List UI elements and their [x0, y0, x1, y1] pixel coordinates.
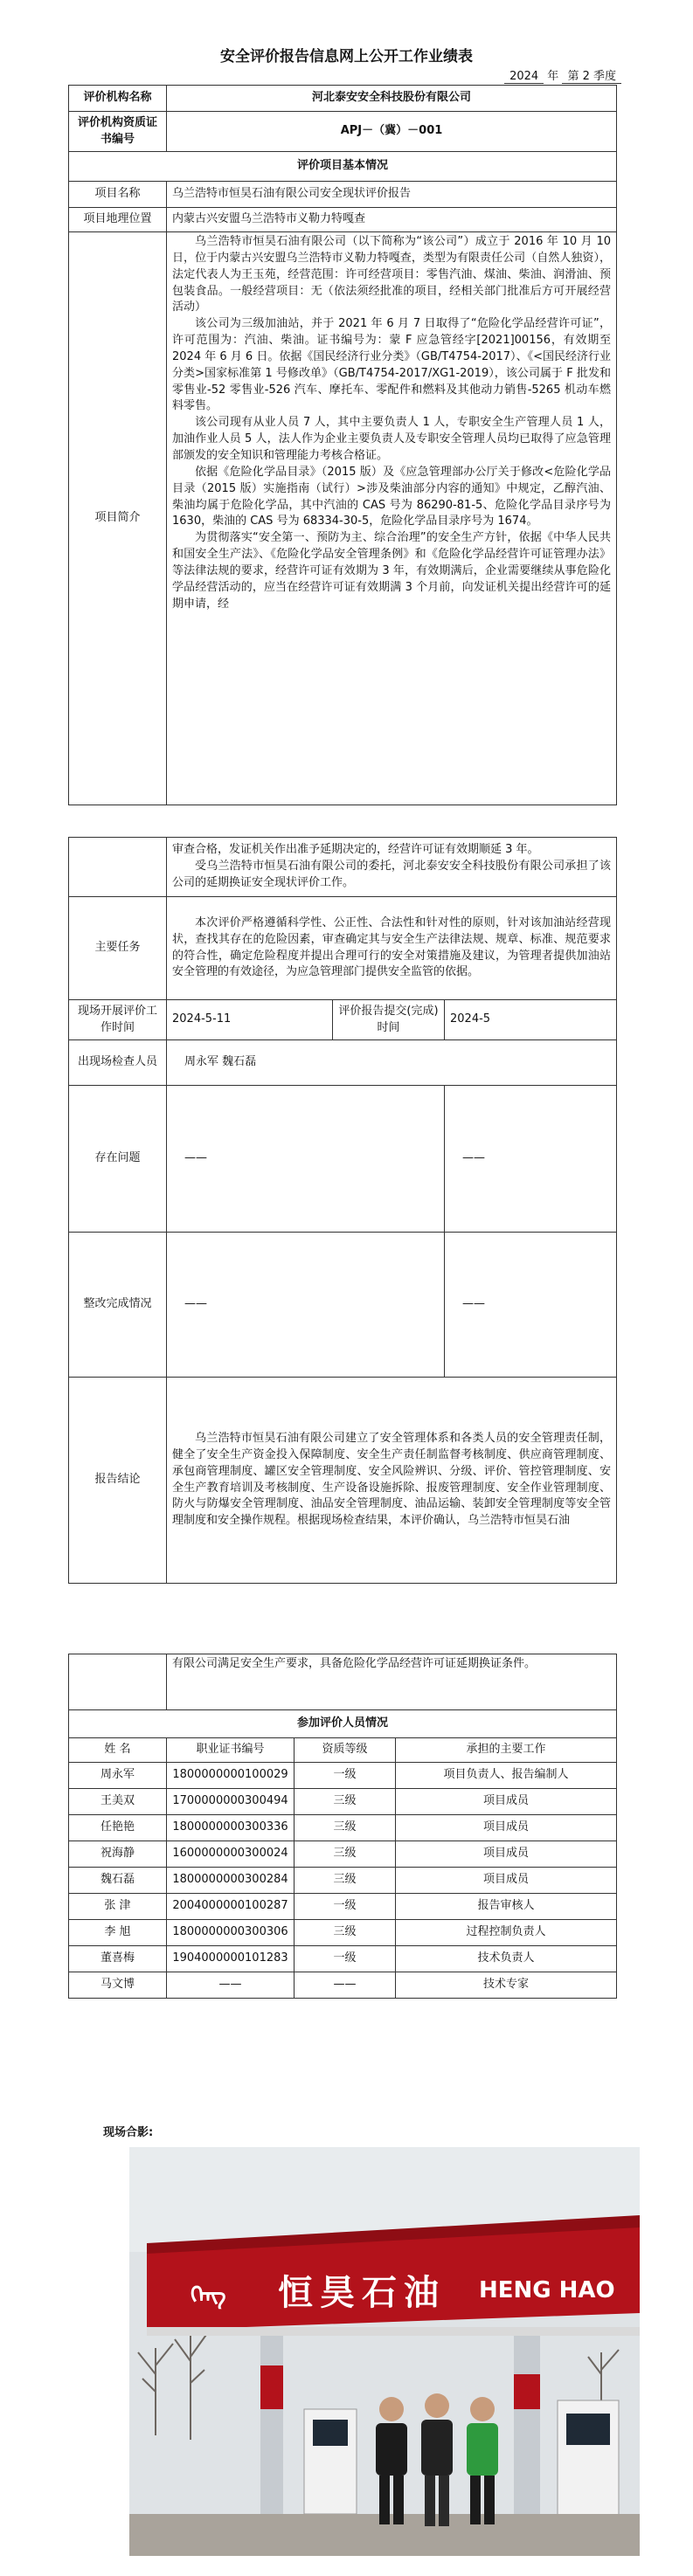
staff-table	[68, 1654, 617, 1999]
staff-name: 董喜梅	[69, 1946, 167, 1972]
staff-cert: 1800000000300284	[167, 1868, 295, 1894]
staff-cert: 1800000000300336	[167, 1815, 295, 1841]
conclusion-continuation: 有限公司满足安全生产要求，具备危险化学品经营许可证延期换证条件。	[167, 1654, 617, 1710]
staff-name: 周永军	[69, 1763, 167, 1789]
staff-rows	[69, 1763, 617, 1999]
onsite-time: 2024-5-11	[167, 1000, 333, 1040]
staff-level: 三级	[295, 1868, 396, 1894]
staff-level: 一级	[295, 1763, 396, 1789]
rectify-right: ——	[445, 1233, 617, 1378]
staff-cert: 1800000000300306	[167, 1920, 295, 1946]
staff-duty: 项目成员	[396, 1868, 617, 1894]
staff-level: 三级	[295, 1789, 396, 1815]
staff-header: 参加评价人员情况	[69, 1710, 617, 1738]
staff-row	[69, 1868, 617, 1894]
report-conclusion	[167, 1378, 617, 1584]
year-label: 年	[547, 70, 559, 83]
info-table-part2	[68, 837, 617, 1584]
staff-cert: 1904000000101283	[167, 1946, 295, 1972]
project-location: 内蒙古兴安盟乌兰浩特市义勒力特嘎查	[167, 208, 617, 232]
staff-level: 一级	[295, 1946, 396, 1972]
conclusion-text: 乌兰浩特市恒昊石油有限公司建立了安全管理体系和各类人员的安全管理责任制，健全了安全生产资金投入保障制度、安全生产责任制监督考核制度、供应商管理制度、承包商管理制度、罐区安全管理制度、安全风险辨识、分级、评价、管控管理制度、安全生产教育培训及考核制度、生产设备设施拆除、报废管理制度、安全作业管理制度、防火与防爆安全管理制度、油品安全管理制度、油品运输、装卸安全管理制度等安全管理制度和安全操作规程。根据现场检查结果，本评价确认，乌兰浩特市恒昊石油	[172, 1431, 611, 1528]
staff-name: 祝海静	[69, 1841, 167, 1868]
summary-continuation-text: 受乌兰浩特市恒昊石油有限公司的委托，河北泰安安全科技股份有限公司承担了该公司的延期换证安全现状评价工作。	[172, 860, 611, 889]
staff-name: 王美双	[69, 1789, 167, 1815]
staff-row	[69, 1841, 617, 1868]
info-table-part1	[68, 85, 617, 805]
staff-cert: 2004000000100287	[167, 1894, 295, 1920]
staff-row	[69, 1763, 617, 1789]
summary-label: 项目简介	[69, 232, 167, 805]
staff-row	[69, 1920, 617, 1946]
staff-row	[69, 1815, 617, 1841]
location-label: 项目地理位置	[69, 208, 167, 232]
rectify-label: 整改完成情况	[69, 1233, 167, 1378]
summary-continuation	[167, 838, 617, 897]
sign-chinese: 恒昊石油	[278, 2273, 446, 2313]
issues-label: 存在问题	[69, 1086, 167, 1233]
staff-name: 马文博	[69, 1972, 167, 1999]
staff-level: 三级	[295, 1815, 396, 1841]
staff-level: 一级	[295, 1894, 396, 1920]
staff-duty: 技术负责人	[396, 1946, 617, 1972]
conclusion-label: 报告结论	[69, 1378, 167, 1584]
page-title: 安全评价报告信息网上公开工作业绩表	[220, 48, 473, 66]
project-name: 乌兰浩特市恒昊石油有限公司安全现状评价报告	[167, 182, 617, 208]
col-header-duty: 承担的主要工作	[396, 1738, 617, 1763]
rectify-left: ——	[167, 1233, 445, 1378]
task-label: 主要任务	[69, 897, 167, 1000]
submit-time-label: 评价报告提交(完成)时间	[333, 1000, 445, 1040]
summary-paragraph: 该公司为三级加油站，并于 2021 年 6 月 7 日取得了“危险化学品经营许可证”，许可范围为：汽油、柴油。证书编号为：蒙 F 应急管经字[2021]00156，有效期至 2024 年 6 月 6 日。依据《国民经济行业分类》（GB/T4754-2017）、《<国民经济行业分类>国家标准第 1 号修改单》（GB/T4754-2017/XG1-2019），该公司属于 F 批发和零售业-52 零售业-526 汽车、摩托车、零配件和燃料及其他动力销售-5265 机动车燃料零售。	[172, 317, 611, 413]
sign-english: HENG HAO	[479, 2277, 615, 2303]
sign-mongolian: ᠬᠡᠩ	[191, 2282, 226, 2309]
report-period	[504, 66, 621, 84]
staff-duty: 项目成员	[396, 1789, 617, 1815]
continuation-label-cell	[69, 838, 167, 897]
inspectors-label: 出现场检查人员	[69, 1040, 167, 1086]
staff-duty: 项目成员	[396, 1815, 617, 1841]
staff-duty: 技术专家	[396, 1972, 617, 1999]
staff-duty: 报告审核人	[396, 1894, 617, 1920]
staff-cert: ——	[167, 1972, 295, 1999]
summary-paragraph: 乌兰浩特市恒昊石油有限公司（以下简称为“该公司”）成立于 2016 年 10 月 10 日，位于内蒙古兴安盟乌兰浩特市义勒力特嘎查，类型为有限责任公司（自然人独资），法定代表人为王玉苑，经营范围：许可经营项目：零售汽油、煤油、柴油、润滑油、预包装食品。一般经营项目：无（依法须经批准的项目，经相关部门批准后方可开展经营活动）	[172, 235, 611, 314]
summary-paragraph: 该公司现有从业人员 7 人，其中主要负责人 1 人，专职安全生产管理人员 1 人，加油作业人员 5 人，法人作为企业主要负责人及专职安全管理人员均已取得了应急管理部颁发的安全知识和管理能力考核合格证。	[172, 416, 611, 462]
staff-cert: 1800000000100029	[167, 1763, 295, 1789]
photo-label: 现场合影:	[103, 2126, 154, 2139]
staff-level: ——	[295, 1972, 396, 1999]
org-name: 河北泰安安全科技股份有限公司	[167, 86, 617, 112]
summary-paragraph: 为贯彻落实“安全第一、预防为主、综合治理”的安全生产方针，依据《中华人民共和国安全生产法》、《危险化学品安全管理条例》和《危险化学品经营许可证管理办法》等法律法规的要求，经营许可证有效期为 3 年，有效期满后，企业需要继续从事危险化学品经营活动的，应当在经营许可证有效期满 3 个月前，向发证机关提出经营许可的延期申请，经	[172, 531, 611, 611]
staff-name: 任艳艳	[69, 1815, 167, 1841]
staff-row	[69, 1946, 617, 1972]
continuation-label-cell	[69, 1654, 167, 1710]
issues-right: ——	[445, 1086, 617, 1233]
onsite-time-label: 现场开展评价工作时间	[69, 1000, 167, 1040]
staff-duty: 项目负责人、报告编制人	[396, 1763, 617, 1789]
staff-duty: 过程控制负责人	[396, 1920, 617, 1946]
project-summary	[167, 232, 617, 805]
photo-illustration	[129, 2147, 640, 2556]
staff-cert: 1700000000300494	[167, 1789, 295, 1815]
staff-row	[69, 1789, 617, 1815]
summary-paragraph: 依据《危险化学品目录》（2015 版）及《应急管理部办公厅关于修改<危险化学品目录（2015 版）实施指南（试行）>涉及柴油部分内容的通知》中规定，乙醇汽油、柴油均属于危险化学品，其中汽油的 CAS 号为 86290-81-5、危险化学品目录序号为 1630，柴油的 CAS 号为 68334-30-5，危险化学品目录序号为 1674。	[172, 465, 611, 528]
staff-row	[69, 1894, 617, 1920]
submit-time: 2024-5	[445, 1000, 617, 1040]
cert-label: 评价机构资质证书编号	[69, 112, 167, 152]
project-name-label: 项目名称	[69, 182, 167, 208]
staff-cert: 1600000000300024	[167, 1841, 295, 1868]
staff-name: 李 旭	[69, 1920, 167, 1946]
col-header-level: 资质等级	[295, 1738, 396, 1763]
group-photo	[129, 2147, 640, 2556]
cert-number: APJ－（冀）－001	[167, 112, 617, 152]
main-task-text: 本次评价严格遵循科学性、公正性、合法性和针对性的原则，针对该加油站经营现状，查找其存在的危险因素，审查确定其与安全生产法律法规、规章、标准、规范要求的符合性，确定危险程度并提出合理可行的安全对策措施及建议，为管理者提供加油站安全管理的有效途径，为应急管理部门提供安全监管的依据。	[172, 915, 611, 979]
staff-level: 三级	[295, 1841, 396, 1868]
issues-left: ——	[167, 1086, 445, 1233]
quarter-value: 第 2 季度	[562, 66, 621, 84]
year-value: 2024	[504, 70, 544, 84]
staff-name: 魏石磊	[69, 1868, 167, 1894]
basic-info-header: 评价项目基本情况	[69, 152, 617, 182]
staff-duty: 项目成员	[396, 1841, 617, 1868]
col-header-cert: 职业证书编号	[167, 1738, 295, 1763]
staff-name: 张 津	[69, 1894, 167, 1920]
org-name-label: 评价机构名称	[69, 86, 167, 112]
staff-row	[69, 1972, 617, 1999]
staff-level: 三级	[295, 1920, 396, 1946]
inspectors: 周永军 魏石磊	[167, 1040, 617, 1086]
summary-continuation-text: 审查合格，发证机关作出准予延期决定的，经营许可证有效期顺延 3 年。	[172, 843, 539, 857]
main-task	[167, 897, 617, 1000]
col-header-name: 姓 名	[69, 1738, 167, 1763]
